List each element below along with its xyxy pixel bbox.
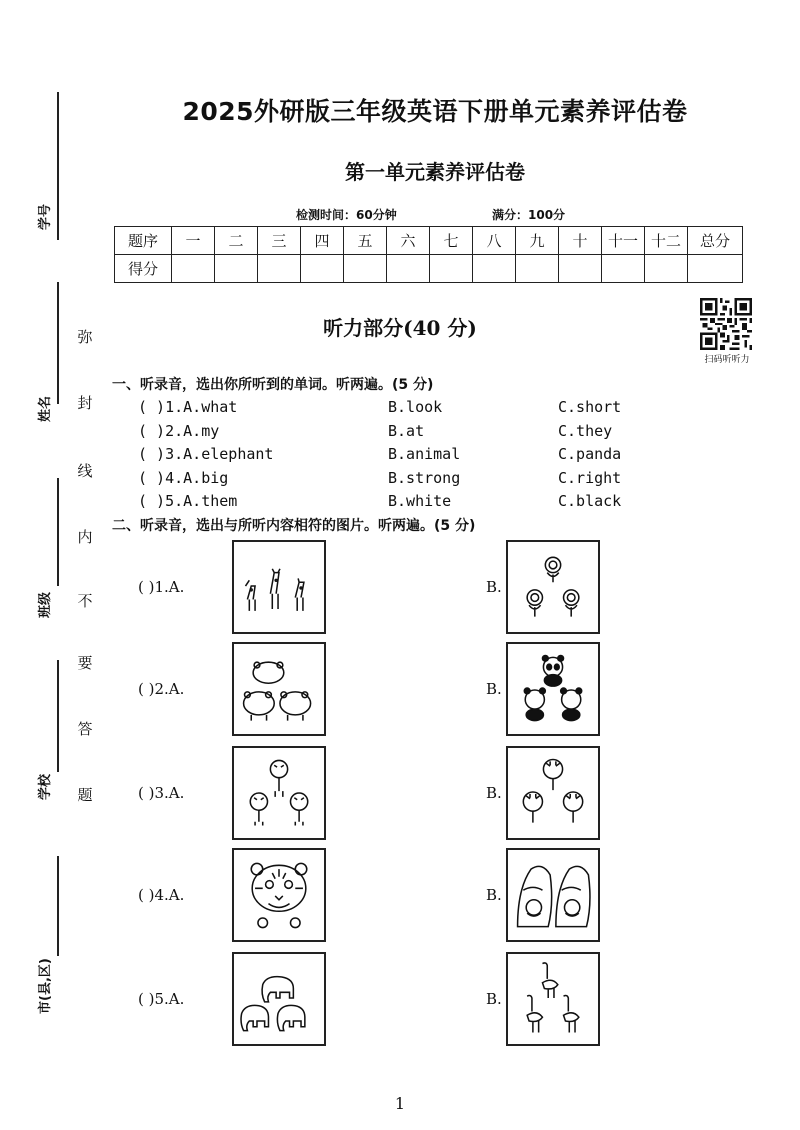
tigers-icon[interactable] bbox=[232, 746, 326, 840]
tiger-face-icon[interactable] bbox=[232, 848, 326, 942]
score-cell: 二 bbox=[215, 227, 258, 255]
part2-heading: 二、听录音，选出与所听内容相符的图片。听两遍。(5 分) bbox=[112, 518, 476, 534]
seal-char: 弥 bbox=[77, 328, 93, 346]
part2-question: ( )3.A. bbox=[138, 784, 185, 802]
page-number: 1 bbox=[394, 1094, 406, 1113]
seal-char: 题 bbox=[77, 786, 93, 804]
option-b: B. bbox=[486, 990, 502, 1008]
class-label: 班级 bbox=[38, 591, 53, 618]
part2-question: ( )2.A. bbox=[138, 680, 185, 698]
seal-char: 不 bbox=[77, 592, 93, 610]
score-blank[interactable] bbox=[430, 255, 473, 283]
option-b: B.white bbox=[388, 492, 452, 510]
part1-heading: 一、听录音，选出你所听到的单词。听两遍。(5 分) bbox=[112, 377, 434, 393]
seal-char: 线 bbox=[77, 462, 93, 480]
score-blank[interactable] bbox=[559, 255, 602, 283]
margin-line bbox=[57, 478, 59, 586]
score-blank[interactable] bbox=[344, 255, 387, 283]
option-b: B.look bbox=[388, 398, 443, 416]
part1-question: ( )3.A.elephant bbox=[138, 445, 274, 463]
part1-question: ( )2.A.my bbox=[138, 422, 220, 440]
option-c: C.they bbox=[558, 422, 613, 440]
seal-char: 要 bbox=[77, 654, 93, 672]
option-b: B.at bbox=[388, 422, 425, 440]
score-cell: 八 bbox=[473, 227, 516, 255]
score-cell: 六 bbox=[387, 227, 430, 255]
score-blank[interactable] bbox=[602, 255, 645, 283]
monkeys-icon[interactable] bbox=[506, 540, 600, 634]
score-blank[interactable] bbox=[645, 255, 688, 283]
score-table-header-row bbox=[115, 227, 743, 255]
option-b: B. bbox=[486, 578, 502, 596]
seal-char: 答 bbox=[77, 720, 93, 738]
student-id-label: 学号 bbox=[38, 203, 53, 230]
seal-char: 封 bbox=[77, 394, 93, 412]
score-blank[interactable] bbox=[516, 255, 559, 283]
part2-question: ( )5.A. bbox=[138, 990, 185, 1008]
part1-question: ( )4.A.big bbox=[138, 469, 229, 487]
pandas-icon[interactable] bbox=[506, 642, 600, 736]
score-table bbox=[114, 226, 743, 283]
score-cell: 十 bbox=[559, 227, 602, 255]
city-label: 市(县,区) bbox=[38, 958, 53, 1014]
part2-question: ( )4.A. bbox=[138, 886, 185, 904]
margin-line bbox=[57, 660, 59, 772]
score-cell: 得分 bbox=[115, 255, 172, 283]
tiger-cubs-icon[interactable] bbox=[506, 746, 600, 840]
score-blank[interactable] bbox=[473, 255, 516, 283]
seal-char: 内 bbox=[77, 528, 93, 546]
score-cell: 题序 bbox=[115, 227, 172, 255]
score-cell: 七 bbox=[430, 227, 473, 255]
score-cell: 一 bbox=[172, 227, 215, 255]
part2-question: ( )1.A. bbox=[138, 578, 185, 596]
score-cell: 九 bbox=[516, 227, 559, 255]
score-cell: 三 bbox=[258, 227, 301, 255]
margin-line bbox=[57, 856, 59, 956]
score-blank[interactable] bbox=[387, 255, 430, 283]
score-blank[interactable] bbox=[172, 255, 215, 283]
score-cell: 十一 bbox=[602, 227, 645, 255]
option-c: C.panda bbox=[558, 445, 622, 463]
option-b: B. bbox=[486, 680, 502, 698]
full-score: 满分：100分 bbox=[492, 208, 566, 222]
time-limit: 检测时间：60分钟 bbox=[296, 208, 397, 222]
option-b: B. bbox=[486, 886, 502, 904]
bears-icon[interactable] bbox=[232, 642, 326, 736]
section-title: 听力部分(40 分) bbox=[323, 316, 477, 340]
part1-question: ( )5.A.them bbox=[138, 492, 238, 510]
score-blank[interactable] bbox=[688, 255, 743, 283]
score-cell: 总分 bbox=[688, 227, 743, 255]
school-label: 学校 bbox=[38, 773, 53, 800]
score-blank[interactable] bbox=[258, 255, 301, 283]
ostriches-icon[interactable] bbox=[506, 952, 600, 1046]
giraffes-icon[interactable] bbox=[232, 540, 326, 634]
qr-caption: 扫码听听力 bbox=[704, 355, 750, 365]
option-c: C.black bbox=[558, 492, 622, 510]
score-blank[interactable] bbox=[215, 255, 258, 283]
option-c: C.right bbox=[558, 469, 622, 487]
score-cell: 十二 bbox=[645, 227, 688, 255]
score-cell: 五 bbox=[344, 227, 387, 255]
option-b: B.animal bbox=[388, 445, 461, 463]
part1-question: ( )1.A.what bbox=[138, 398, 238, 416]
score-table-score-row bbox=[115, 255, 743, 283]
option-b: B. bbox=[486, 784, 502, 802]
option-c: C.short bbox=[558, 398, 622, 416]
elephants-icon[interactable] bbox=[232, 952, 326, 1046]
score-cell: 四 bbox=[301, 227, 344, 255]
margin-line bbox=[57, 92, 59, 240]
option-b: B.strong bbox=[388, 469, 461, 487]
name-label: 姓名 bbox=[38, 395, 53, 422]
score-blank[interactable] bbox=[301, 255, 344, 283]
qr-code-icon[interactable] bbox=[700, 298, 752, 350]
exam-subtitle: 第一单元素养评估卷 bbox=[345, 160, 525, 184]
margin-line bbox=[57, 282, 59, 404]
exam-title: 2025外研版三年级英语下册单元素养评估卷 bbox=[182, 97, 688, 126]
cats-icon[interactable] bbox=[506, 848, 600, 942]
